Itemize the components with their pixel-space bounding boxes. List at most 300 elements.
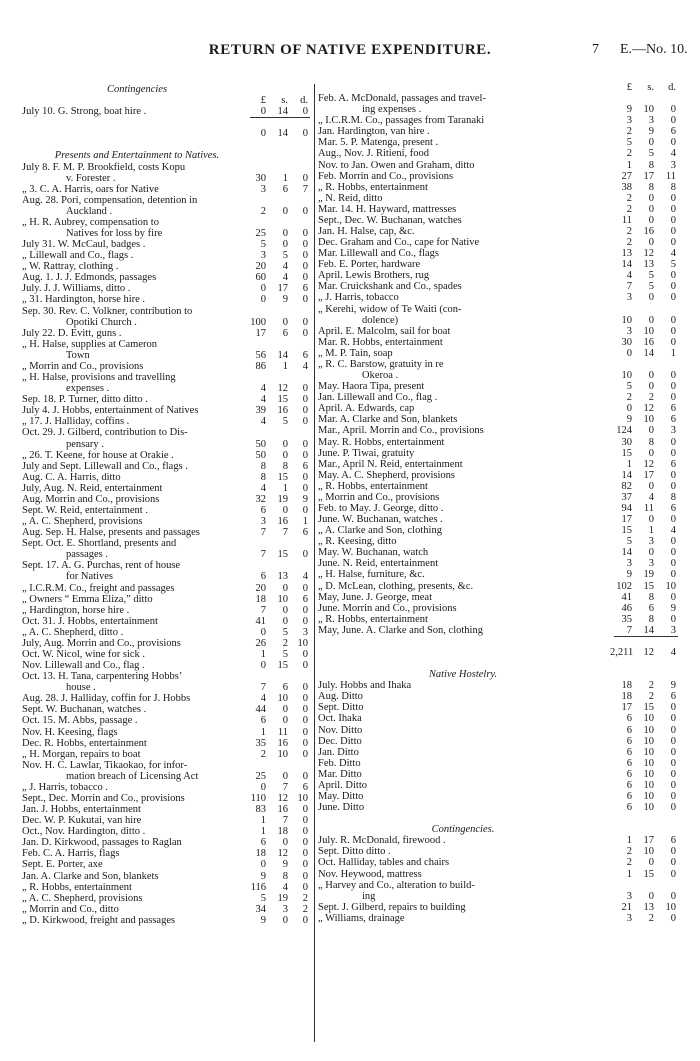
ledger-row bbox=[318, 913, 686, 924]
ledger-row bbox=[22, 749, 312, 760]
entry-pence: 0 bbox=[670, 270, 676, 282]
entry-shillings: 0 bbox=[282, 704, 288, 716]
entry-description: Aug., Nov. J. Ritieni, food bbox=[318, 148, 430, 160]
entry-pounds: 6 bbox=[626, 768, 632, 780]
entry-pounds: 4 bbox=[260, 383, 266, 395]
ledger-row bbox=[318, 437, 686, 448]
entry-shillings: 10 bbox=[643, 768, 654, 780]
entry-shillings: 14 bbox=[643, 347, 654, 359]
entry-pence: 3 bbox=[670, 624, 676, 636]
entry-shillings: 2 bbox=[648, 912, 654, 924]
ledger-row bbox=[22, 804, 312, 815]
entry-shillings: 19 bbox=[277, 892, 288, 904]
entry-description: Oct. W. Nicol, wine for sick . bbox=[22, 648, 146, 660]
entry-pounds: 2 bbox=[626, 148, 632, 160]
entry-pounds: 4 bbox=[260, 693, 266, 705]
entry-pence: 0 bbox=[670, 735, 676, 747]
entry-description: „ W. Rattray, clothing . bbox=[22, 261, 119, 273]
entry-description: Oct. 31. J. Hobbs, entertainment bbox=[22, 615, 158, 627]
entry-pounds: 14 bbox=[621, 547, 632, 559]
entry-shillings: 0 bbox=[648, 137, 654, 149]
entry-description: Oct., Nov. Hardington, ditto . bbox=[22, 826, 146, 838]
ledger-row bbox=[22, 106, 312, 117]
entry-shillings: 0 bbox=[282, 228, 288, 240]
entry-description: Sept., Dec. Morrin and Co., provisions bbox=[22, 793, 185, 804]
entry-pence: 0 bbox=[302, 748, 308, 760]
ledger-row bbox=[22, 350, 312, 361]
entry-description: June. Ditto bbox=[318, 802, 365, 814]
entry-pence: 0 bbox=[302, 405, 308, 417]
entry-pounds: 5 bbox=[260, 892, 266, 904]
entry-pounds: 5 bbox=[626, 137, 632, 149]
entry-description: „ R. Hobbs, entertainment bbox=[318, 613, 428, 625]
entry-pounds: 11 bbox=[621, 214, 632, 226]
entry-pence: 0 bbox=[670, 768, 676, 780]
ledger-row bbox=[318, 171, 686, 182]
entry-description: July, Aug. Morrin and Co., provisions bbox=[22, 637, 181, 649]
entry-description: „ R. C. Barstow, gratuity in re bbox=[318, 358, 444, 370]
entry-pounds: 9 bbox=[626, 414, 632, 426]
ledger-row bbox=[22, 627, 312, 638]
entry-pence: 10 bbox=[297, 793, 308, 804]
entry-pounds: 2 bbox=[626, 126, 632, 138]
entry-pounds: 0 bbox=[260, 283, 266, 295]
right-presents-list bbox=[318, 93, 686, 636]
entry-shillings: 4 bbox=[648, 491, 654, 503]
entry-description: Mar. 14. H. Hayward, mattresses bbox=[318, 203, 457, 215]
entry-pounds: 110 bbox=[250, 793, 266, 804]
entry-pence: 0 bbox=[670, 237, 676, 249]
entry-description: „ H. Halse, furniture, &c. bbox=[318, 569, 425, 581]
ledger-row bbox=[318, 680, 686, 691]
ledger-row bbox=[22, 439, 312, 450]
entry-description: Mar. Ditto bbox=[318, 768, 362, 780]
entry-pence: 0 bbox=[302, 172, 308, 184]
entry-description: „ H. Halse, supplies at Cameron bbox=[22, 338, 158, 350]
column-divider bbox=[314, 84, 315, 1042]
entry-description: „ J. Harris, tobacco bbox=[318, 292, 399, 304]
entry-shillings: 10 bbox=[643, 846, 654, 858]
entry-shillings: 2 bbox=[648, 691, 654, 703]
entry-pounds: 5 bbox=[626, 536, 632, 548]
entry-shillings: 14 bbox=[643, 624, 654, 636]
entry-shillings: 10 bbox=[643, 414, 654, 426]
entry-pence: 0 bbox=[670, 713, 676, 725]
ledger-row bbox=[22, 671, 312, 682]
entry-shillings: 19 bbox=[277, 493, 288, 505]
ledger-row bbox=[318, 281, 686, 292]
entry-pence: 0 bbox=[302, 239, 308, 251]
entry-pounds: 6 bbox=[626, 713, 632, 725]
ledger-row bbox=[318, 747, 686, 758]
entry-shillings: 0 bbox=[648, 547, 654, 559]
entry-description: Feb. A. McDonald, passages and travel- bbox=[318, 93, 486, 105]
entry-description: Jan. Ditto bbox=[318, 746, 359, 758]
entry-pence: 0 bbox=[302, 615, 308, 627]
ledger-row bbox=[318, 891, 686, 902]
entry-shillings: 16 bbox=[277, 516, 288, 528]
entry-description: Nov. Ditto bbox=[318, 724, 363, 736]
ledger-row bbox=[318, 691, 686, 702]
ledger-row bbox=[22, 195, 312, 206]
entry-pence: 6 bbox=[670, 414, 676, 426]
entry-description: „ D. McLean, clothing, presents, &c. bbox=[318, 580, 474, 592]
entry-shillings: 10 bbox=[643, 724, 654, 736]
entry-pence: 10 bbox=[665, 901, 676, 913]
entry-pounds: 1 bbox=[626, 868, 632, 880]
entry-pence: 5 bbox=[670, 259, 676, 271]
entry-shillings: 16 bbox=[277, 405, 288, 417]
entry-pounds: 46 bbox=[621, 602, 632, 614]
entry-pence: 8 bbox=[670, 181, 676, 193]
ledger-row bbox=[318, 558, 686, 569]
ledger-row bbox=[318, 381, 686, 392]
ledger-row bbox=[22, 283, 312, 294]
entry-pounds: 7 bbox=[626, 281, 632, 293]
entry-description: „ A. C. Shepherd, ditto . bbox=[22, 626, 124, 638]
entry-description: „ R. Keesing, ditto bbox=[318, 536, 397, 548]
entry-description: „ A. Clarke and Son, clothing bbox=[318, 525, 442, 537]
entry-description: „ A. C. Shepherd, provisions bbox=[22, 892, 143, 904]
contingencies-total bbox=[22, 128, 312, 139]
entry-pounds: 2 bbox=[626, 846, 632, 858]
entry-pounds: 3 bbox=[626, 115, 632, 127]
entry-pounds: 1 bbox=[626, 835, 632, 847]
entry-description: Nov. Lillewall and Co., flag . bbox=[22, 660, 145, 672]
entry-description: Jan. A. Clarke and Son, blankets bbox=[22, 870, 159, 882]
ledger-row bbox=[22, 306, 312, 317]
entry-description: „ A. C. Shepherd, provisions bbox=[22, 516, 143, 528]
entry-pence: 6 bbox=[670, 502, 676, 514]
entry-shillings: 10 bbox=[643, 779, 654, 791]
entry-shillings: 12 bbox=[643, 248, 654, 260]
entry-pounds: 4 bbox=[260, 416, 266, 428]
entry-pence: 7 bbox=[302, 183, 308, 195]
entry-pounds: 7 bbox=[260, 527, 266, 539]
entry-pounds: 20 bbox=[255, 261, 266, 273]
currency-header bbox=[22, 95, 312, 106]
entry-shillings: 0 bbox=[282, 239, 288, 251]
ledger-row bbox=[22, 760, 312, 771]
entry-description: May, June. A. Clarke and Son, clothing bbox=[318, 624, 483, 636]
ledger-row bbox=[22, 826, 312, 837]
ledger-row bbox=[22, 383, 312, 394]
entry-pounds: 2 bbox=[260, 748, 266, 760]
entry-pence: 0 bbox=[670, 702, 676, 714]
entry-description: Nov. to Jan. Owen and Graham, ditto bbox=[318, 159, 475, 171]
entry-pence: 2 bbox=[302, 892, 308, 904]
entry-pounds: 0 bbox=[260, 626, 266, 638]
entry-pence: 11 bbox=[665, 170, 676, 182]
entry-pence: 0 bbox=[670, 890, 676, 902]
entry-description: Mar. A. Clarke and Son, blankets bbox=[318, 414, 458, 426]
entry-pounds: 7 bbox=[260, 682, 266, 694]
entry-pence: 6 bbox=[302, 527, 308, 539]
entry-shillings: 14 bbox=[277, 349, 288, 361]
entry-pounds: 83 bbox=[255, 804, 266, 816]
entry-pounds: 18 bbox=[621, 691, 632, 703]
entry-pence: 6 bbox=[670, 126, 676, 138]
entry-pence: 0 bbox=[302, 870, 308, 882]
entry-description: Dec. Ditto bbox=[318, 735, 362, 747]
entry-shillings: 0 bbox=[282, 914, 288, 926]
entry-pounds: 1 bbox=[626, 458, 632, 470]
left-column bbox=[22, 84, 312, 926]
entry-shillings: 8 bbox=[648, 159, 654, 171]
entry-description: dolence) bbox=[362, 314, 399, 326]
ledger-row bbox=[22, 405, 312, 416]
total-pence: 4 bbox=[670, 646, 676, 658]
entry-pounds: 2 bbox=[626, 392, 632, 404]
entry-pence: 0 bbox=[302, 848, 308, 860]
entry-pounds: 8 bbox=[260, 471, 266, 483]
entry-description: Nov. H. Keesing, flags bbox=[22, 726, 118, 738]
entry-shillings: 13 bbox=[643, 259, 654, 271]
total-shillings: 12 bbox=[643, 646, 654, 658]
entry-shillings: 6 bbox=[282, 183, 288, 195]
ledger-row bbox=[22, 837, 312, 848]
entry-pence: 0 bbox=[670, 613, 676, 625]
entry-pence: 0 bbox=[670, 912, 676, 924]
entry-pounds: 102 bbox=[616, 580, 632, 592]
entry-shillings: 16 bbox=[277, 737, 288, 749]
entry-description: July 4. J. Hobbs, entertainment of Natives bbox=[22, 405, 199, 417]
ledger-row bbox=[318, 337, 686, 348]
entry-shillings: 13 bbox=[277, 571, 288, 583]
entry-shillings: 1 bbox=[648, 525, 654, 537]
ledger-row bbox=[22, 649, 312, 660]
entry-pence: 0 bbox=[302, 316, 308, 328]
ledger-row bbox=[22, 272, 312, 283]
entry-pence: 0 bbox=[670, 469, 676, 481]
entry-pence: 0 bbox=[302, 737, 308, 749]
ledger-row bbox=[22, 693, 312, 704]
entry-description: Feb. to May. J. George, ditto . bbox=[318, 502, 444, 514]
ledger-row bbox=[318, 492, 686, 503]
entry-pounds: 17 bbox=[621, 702, 632, 714]
ledger-row bbox=[22, 571, 312, 582]
entry-pounds: 2 bbox=[626, 203, 632, 215]
entry-pounds: 38 bbox=[621, 181, 632, 193]
entry-shillings: 1 bbox=[282, 172, 288, 184]
entry-pounds: 35 bbox=[621, 613, 632, 625]
ledger-row bbox=[22, 250, 312, 261]
entry-description: Mar. R. Hobbs, entertainment bbox=[318, 336, 443, 348]
currency-header bbox=[318, 82, 686, 93]
right-contingencies-list bbox=[318, 835, 686, 924]
entry-description: June. N. Reid, entertainment bbox=[318, 558, 439, 570]
entry-shillings: 11 bbox=[277, 726, 288, 738]
entry-pounds: 82 bbox=[621, 480, 632, 492]
entry-pounds: 2 bbox=[626, 226, 632, 238]
entry-shillings: 10 bbox=[643, 791, 654, 802]
ledger-row bbox=[22, 660, 312, 671]
entry-description: Sept. J. Gilberd, repairs to building bbox=[318, 901, 466, 913]
entry-pounds: 4 bbox=[260, 482, 266, 494]
entry-shillings: 15 bbox=[277, 471, 288, 483]
total-pounds: 2,211 bbox=[610, 646, 634, 658]
entry-shillings: 15 bbox=[643, 580, 654, 592]
entry-description: Jan. D. Kirkwood, passages to Raglan bbox=[22, 837, 182, 849]
entry-shillings: 10 bbox=[643, 104, 654, 116]
entry-pounds: 6 bbox=[626, 757, 632, 769]
entry-pence: 0 bbox=[670, 381, 676, 393]
ledger-row bbox=[22, 904, 312, 915]
ledger-row bbox=[318, 769, 686, 780]
entry-shillings: 2 bbox=[282, 637, 288, 649]
ledger-row bbox=[22, 738, 312, 749]
ledger-row bbox=[318, 725, 686, 736]
entry-description: Sept. Oct. E. Shortland, presents and bbox=[22, 538, 177, 550]
entry-description: Town bbox=[66, 349, 90, 361]
entry-description: „ R. Hobbs, entertainment bbox=[318, 181, 428, 193]
entry-shillings: 10 bbox=[643, 746, 654, 758]
ledger-row bbox=[318, 193, 686, 204]
entry-shillings: 0 bbox=[648, 237, 654, 249]
grand-total bbox=[318, 647, 686, 658]
entry-description: Oct. 15. M. Abbs, passage . bbox=[22, 715, 138, 727]
entry-description: Feb. C. A. Harris, flags bbox=[22, 848, 120, 860]
entry-pence: 9 bbox=[302, 493, 308, 505]
entry-shillings: 8 bbox=[282, 870, 288, 882]
ledger-row bbox=[22, 616, 312, 627]
ledger-row bbox=[318, 392, 686, 403]
entry-pence: 3 bbox=[670, 425, 676, 437]
entry-description: Oct. 29. J. Gilberd, contribution to Dis- bbox=[22, 427, 188, 439]
entry-shillings: 19 bbox=[643, 569, 654, 581]
entry-pence: 10 bbox=[665, 580, 676, 592]
entry-pence: 6 bbox=[302, 593, 308, 605]
ledger-row bbox=[318, 547, 686, 558]
entry-description: v. Forester . bbox=[66, 172, 116, 184]
entry-pence: 6 bbox=[302, 781, 308, 793]
entry-pounds: 116 bbox=[250, 881, 266, 893]
entry-description: „ I.C.R.M. Co., passages from Taranaki bbox=[318, 115, 485, 127]
entry-description: Jan. H. Halse, cap, &c. bbox=[318, 226, 415, 238]
entry-pounds: 5 bbox=[260, 239, 266, 251]
entry-pence: 6 bbox=[670, 691, 676, 703]
entry-pounds: 3 bbox=[626, 325, 632, 337]
entry-pounds: 9 bbox=[260, 914, 266, 926]
entry-pence: 0 bbox=[302, 770, 308, 782]
ledger-row bbox=[318, 292, 686, 303]
entry-pounds: 6 bbox=[626, 791, 632, 802]
entry-pounds: 0 bbox=[260, 660, 266, 672]
entry-pounds: 56 bbox=[255, 349, 266, 361]
ledger-row bbox=[318, 569, 686, 580]
entry-pence: 0 bbox=[670, 868, 676, 880]
ledger-row bbox=[318, 835, 686, 846]
entry-pence: 6 bbox=[302, 349, 308, 361]
ledger-row bbox=[22, 394, 312, 405]
entry-shillings: 9 bbox=[648, 126, 654, 138]
entry-pence: 8 bbox=[670, 491, 676, 503]
entry-pounds: 0 bbox=[626, 403, 632, 415]
entry-shillings: 15 bbox=[643, 868, 654, 880]
entry-pence: 0 bbox=[302, 449, 308, 461]
pounds-header: £ bbox=[260, 95, 266, 107]
entry-pounds: 2 bbox=[626, 237, 632, 249]
entry-pence: 4 bbox=[670, 525, 676, 537]
total-pence: 0 bbox=[302, 128, 308, 140]
ledger-row bbox=[318, 525, 686, 536]
ledger-row bbox=[318, 215, 686, 226]
entry-description: Natives for loss by fire bbox=[66, 228, 163, 240]
entry-pence: 3 bbox=[670, 159, 676, 171]
entry-description: Feb. E. Porter, hardware bbox=[318, 259, 421, 271]
entry-description: „ Kerehi, widow of Te Waiti (con- bbox=[318, 303, 462, 315]
entry-description: July. J. J. Williams, ditto . bbox=[22, 283, 131, 295]
entry-shillings: 8 bbox=[648, 613, 654, 625]
left-presents-list bbox=[22, 162, 312, 926]
pence-header: d. bbox=[668, 82, 676, 93]
ledger-row bbox=[22, 859, 312, 870]
entry-shillings: 15 bbox=[277, 394, 288, 406]
entry-description: April. A. Edwards, cap bbox=[318, 403, 415, 415]
entry-pence: 0 bbox=[302, 438, 308, 450]
entry-description: Mar., April. Morrin and Co., provisions bbox=[318, 425, 484, 437]
entry-pounds: 9 bbox=[260, 870, 266, 882]
ledger-row bbox=[318, 315, 686, 326]
ledger-row bbox=[22, 206, 312, 217]
entry-shillings: 15 bbox=[277, 660, 288, 672]
entry-pounds: 6 bbox=[260, 837, 266, 849]
entry-shillings: 10 bbox=[277, 593, 288, 605]
entry-pence: 0 bbox=[302, 826, 308, 838]
entry-pounds: 3 bbox=[626, 292, 632, 304]
entry-shillings: 6 bbox=[648, 602, 654, 614]
ledger-row bbox=[318, 370, 686, 381]
ledger-row bbox=[22, 516, 312, 527]
entry-shillings: 17 bbox=[643, 170, 654, 182]
entry-pounds: 0 bbox=[260, 781, 266, 793]
entry-pounds: 15 bbox=[621, 447, 632, 459]
entry-shillings: 0 bbox=[648, 890, 654, 902]
entry-description: expenses . bbox=[66, 383, 110, 395]
entry-shillings: 8 bbox=[648, 591, 654, 603]
ledger-row bbox=[22, 538, 312, 549]
entry-description: „ J. Harris, tobacco . bbox=[22, 781, 109, 793]
entry-shillings: 10 bbox=[277, 748, 288, 760]
ledger-row bbox=[318, 248, 686, 259]
entry-pence: 0 bbox=[302, 859, 308, 871]
entry-shillings: 4 bbox=[282, 272, 288, 284]
ledger-row bbox=[318, 713, 686, 724]
ledger-row bbox=[22, 339, 312, 350]
entry-pence: 0 bbox=[302, 804, 308, 816]
entry-pounds: 6 bbox=[260, 504, 266, 516]
entry-description: Aug. C. A. Harris, ditto bbox=[22, 471, 121, 483]
entry-pounds: 14 bbox=[621, 259, 632, 271]
entry-description: passages . bbox=[66, 549, 108, 561]
ledger-row bbox=[22, 605, 312, 616]
entry-pounds: 6 bbox=[626, 724, 632, 736]
entry-pence: 0 bbox=[670, 536, 676, 548]
entry-pounds: 3 bbox=[626, 890, 632, 902]
ledger-row bbox=[318, 304, 686, 315]
entry-description: Oct. Halliday, tables and chairs bbox=[318, 857, 450, 869]
entry-pounds: 10 bbox=[621, 370, 632, 382]
entry-shillings: 17 bbox=[643, 469, 654, 481]
entry-pence: 0 bbox=[670, 724, 676, 736]
ledger-row bbox=[22, 361, 312, 372]
entry-description: Dec. Graham and Co., cape for Native bbox=[318, 237, 480, 249]
ledger-row bbox=[22, 416, 312, 427]
entry-description: Jan. Hardington, van hire . bbox=[318, 126, 430, 138]
entry-description: „ 31. Hardington, horse hire . bbox=[22, 294, 146, 306]
entry-shillings: 10 bbox=[643, 757, 654, 769]
ledger-row bbox=[22, 594, 312, 605]
